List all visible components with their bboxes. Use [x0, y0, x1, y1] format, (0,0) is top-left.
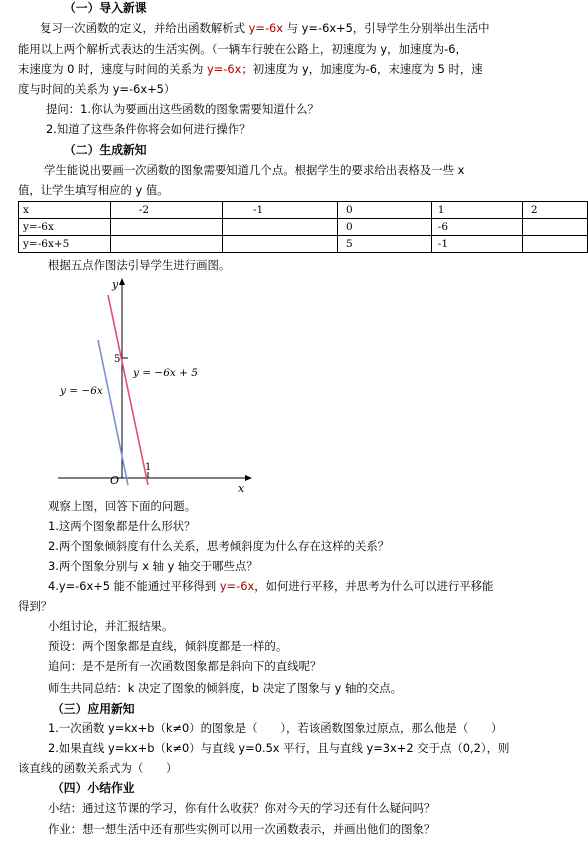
- section-heading-summary: （四）小结作业: [52, 781, 135, 795]
- homework-line: 作业：想一想生活中还有那些实例可以用一次函数表示，并画出他们的图象？: [48, 822, 436, 836]
- highlight-formula: y=-6x: [219, 579, 255, 593]
- highlight-formula: y=-6x: [206, 62, 242, 76]
- intro-line-3: 末速度为 0 时，速度与时间的关系为 y=-6x；初速度为 y，加速度为-6，末速度为 5 时，速: [18, 62, 483, 76]
- line2-label: y = −6x + 5: [133, 367, 198, 379]
- y-axis-label: y: [112, 278, 119, 291]
- y-tick-label-5: 5: [114, 354, 121, 365]
- table-cell: y=-6x: [19, 219, 111, 236]
- table-cell: [110, 236, 222, 253]
- table-cell: [222, 236, 337, 253]
- section-heading-intro: （一）导入新课: [64, 1, 147, 15]
- highlight-formula: y=-6x: [248, 21, 284, 35]
- question-1: 提问：1.你认为要画出这些函数的图象需要知道什么？: [46, 102, 319, 116]
- table-cell: -6: [431, 219, 522, 236]
- x-axis-label: x: [238, 482, 245, 495]
- table-cell: [522, 236, 587, 253]
- discussion-q4-cont: 得到？: [18, 599, 53, 613]
- discussion-q2: 2.两个图象倾斜度有什么关系，思考倾斜度为什么存在这样的关系？: [48, 539, 390, 553]
- table-row: [19, 236, 588, 253]
- line1-label: y = −6x: [60, 385, 103, 397]
- intro-line-2: 能用以上两个解析式表达的生活实例。（一辆车行驶在公路上，初速度为 y，加速度为-6，: [18, 42, 467, 56]
- summary-conclusion: 师生共同总结：k 决定了图象的倾斜度，b 决定了图象与 y 轴的交点。: [48, 681, 402, 695]
- origin-label: O: [110, 474, 120, 487]
- table-cell: -1: [431, 236, 522, 253]
- table-cell: 0: [338, 219, 432, 236]
- line-y-minus-6x: [98, 340, 128, 485]
- discussion-q1: 1.这两个图象都是什么形状？: [48, 519, 196, 533]
- table-cell: [110, 219, 222, 236]
- y-axis-arrow: [119, 278, 125, 285]
- intro-line-1: 复习一次函数的定义，并给出函数解析式 y=-6x 与 y=-6x+5，引导学生分别举出生活中: [40, 21, 490, 35]
- value-table: [18, 201, 588, 253]
- intro-line-4: 度与时间的关系为 y=-6x+5）: [18, 82, 176, 96]
- apply-q2-cont: 该直线的函数关系式为（ ）: [18, 761, 178, 775]
- table-cell: y=-6x+5: [19, 236, 111, 253]
- table-cell: 5: [338, 236, 432, 253]
- discussion-intro: 观察上图，回答下面的问题。: [48, 499, 197, 513]
- question-2: 2.知道了这些条件你将会如何进行操作？: [46, 122, 251, 136]
- section-heading-newknow: （二）生成新知: [64, 143, 147, 157]
- table-cell: [522, 219, 587, 236]
- function-graph: [48, 270, 258, 495]
- table-cell: 2: [522, 202, 587, 219]
- apply-q2: 2.如果直线 y=kx+b（k≠0）与直线 y=0.5x 平行，且与直线 y=3x+2 交于点（0,2），则: [48, 741, 510, 755]
- table-cell: 0: [338, 202, 432, 219]
- newknow-line-1: 学生能说出要画一次函数的图象需要知道几个点。根据学生的要求给出表格及一些 x: [44, 163, 465, 177]
- group-discussion: 小组讨论，并汇报结果。: [48, 619, 174, 633]
- line-y-minus-6x-plus-5: [108, 295, 148, 485]
- preset-answer: 预设：两个图象都是直线，倾斜度都是一样的。: [48, 639, 288, 653]
- section-heading-apply: （三）应用新知: [52, 702, 135, 716]
- follow-up-question: 追问：是不是所有一次函数图象都是斜向下的直线呢？: [48, 659, 322, 673]
- table-cell: x: [19, 202, 111, 219]
- table-cell: -1: [222, 202, 337, 219]
- summary-line: 小结：通过这节课的学习，你有什么收获？你对今天的学习还有什么疑问吗？: [48, 801, 436, 815]
- newknow-line-2: 值，让学生填写相应的 y 值。: [18, 183, 169, 197]
- discussion-q4: 4.y=-6x+5 能不能通过平移得到 y=-6x，如何进行平移，并思考为什么可以进行平移能: [48, 579, 494, 593]
- table-cell: [222, 219, 337, 236]
- x-tick-label-1: 1: [145, 462, 152, 473]
- x-axis-arrow: [245, 475, 252, 481]
- after-table-text: 根据五点作图法引导学生进行画图。: [48, 258, 231, 272]
- apply-q1: 1.一次函数 y=kx+b（k≠0）的图象是（ ），若该函数图象过原点，那么他是（ ）: [48, 721, 503, 735]
- discussion-q3: 3.两个图象分别与 x 轴 y 轴交于哪些点？: [48, 559, 258, 573]
- table-cell: 1: [431, 202, 522, 219]
- table-row: [19, 202, 588, 219]
- table-row: [19, 219, 588, 236]
- table-cell: -2: [110, 202, 222, 219]
